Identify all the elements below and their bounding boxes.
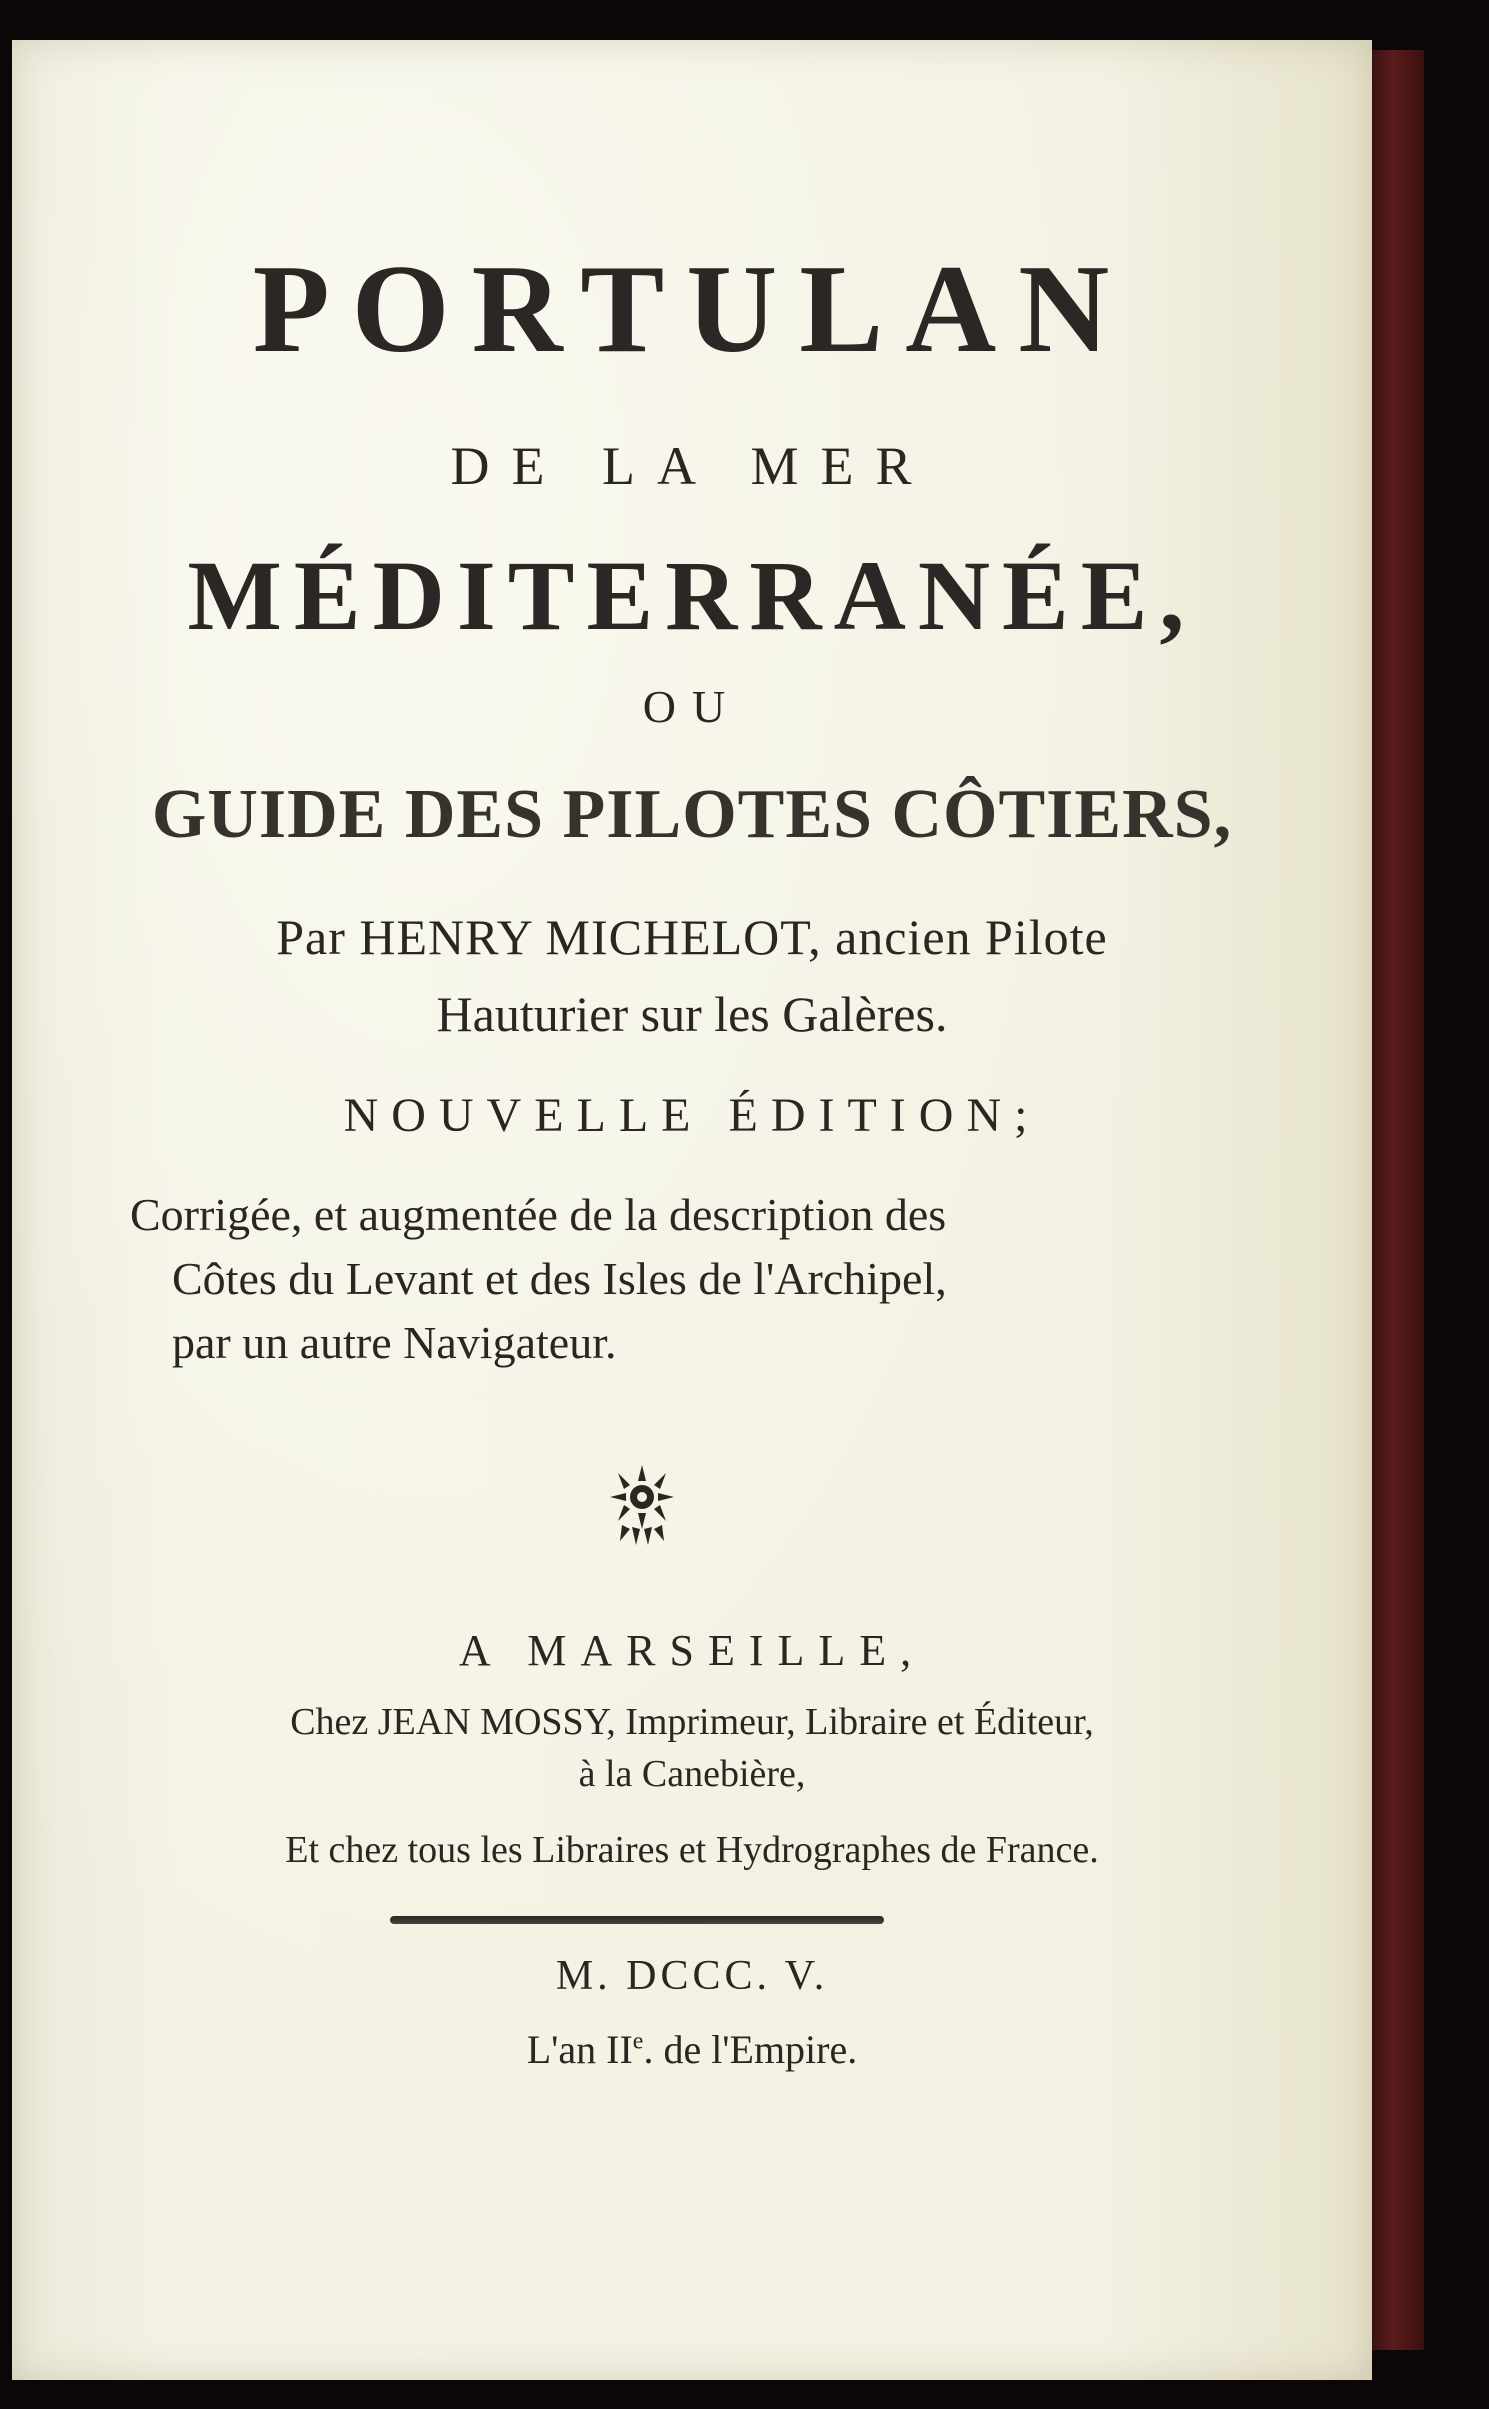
regnal-year: [12, 2026, 1372, 2073]
regnal-year-sup: e: [632, 2028, 644, 2055]
publisher-line-2: à la Canebière,: [578, 1753, 806, 1795]
description-line-2: Côtes du Levant et des Isles de l'Archipel,: [172, 1253, 947, 1304]
description-line-1: Corrigée, et augmentée de la description des: [130, 1189, 947, 1240]
horizontal-rule: [390, 1916, 884, 1924]
regnal-year-prefix: L'an II: [526, 2027, 633, 2072]
imprint-city: A MARSEILLE,: [458, 1626, 926, 1675]
author-line-2: Hauturier sur les Galères.: [436, 986, 948, 1042]
title-mediterranee: MÉDITERRANÉE,: [187, 540, 1197, 651]
subtitle-guide: GUIDE DES PILOTES CÔTIERS,: [151, 776, 1233, 853]
book-edge: [1372, 50, 1424, 2350]
title-de-la-mer: DE LA MER: [450, 436, 934, 496]
publisher-line-1: Chez JEAN MOSSY, Imprimeur, Libraire et Éditeur,: [290, 1701, 1094, 1743]
publisher-line-3: Et chez tous les Libraires et Hydrographes de France.: [285, 1829, 1099, 1871]
author-line-1: Par HENRY MICHELOT, ancien Pilote: [276, 909, 1108, 965]
publication-date: M. DCCC. V.: [555, 1953, 829, 1999]
regnal-year-suffix: . de l'Empire.: [643, 2027, 858, 2072]
title-page: [12, 40, 1372, 2380]
edition-heading: NOUVELLE ÉDITION;: [343, 1089, 1041, 1142]
description-line-3: par un autre Navigateur.: [172, 1317, 617, 1368]
floral-ornament-icon: [582, 1445, 702, 1565]
title-portulan: PORTULAN: [252, 240, 1132, 379]
title-ou: OU: [642, 681, 742, 732]
